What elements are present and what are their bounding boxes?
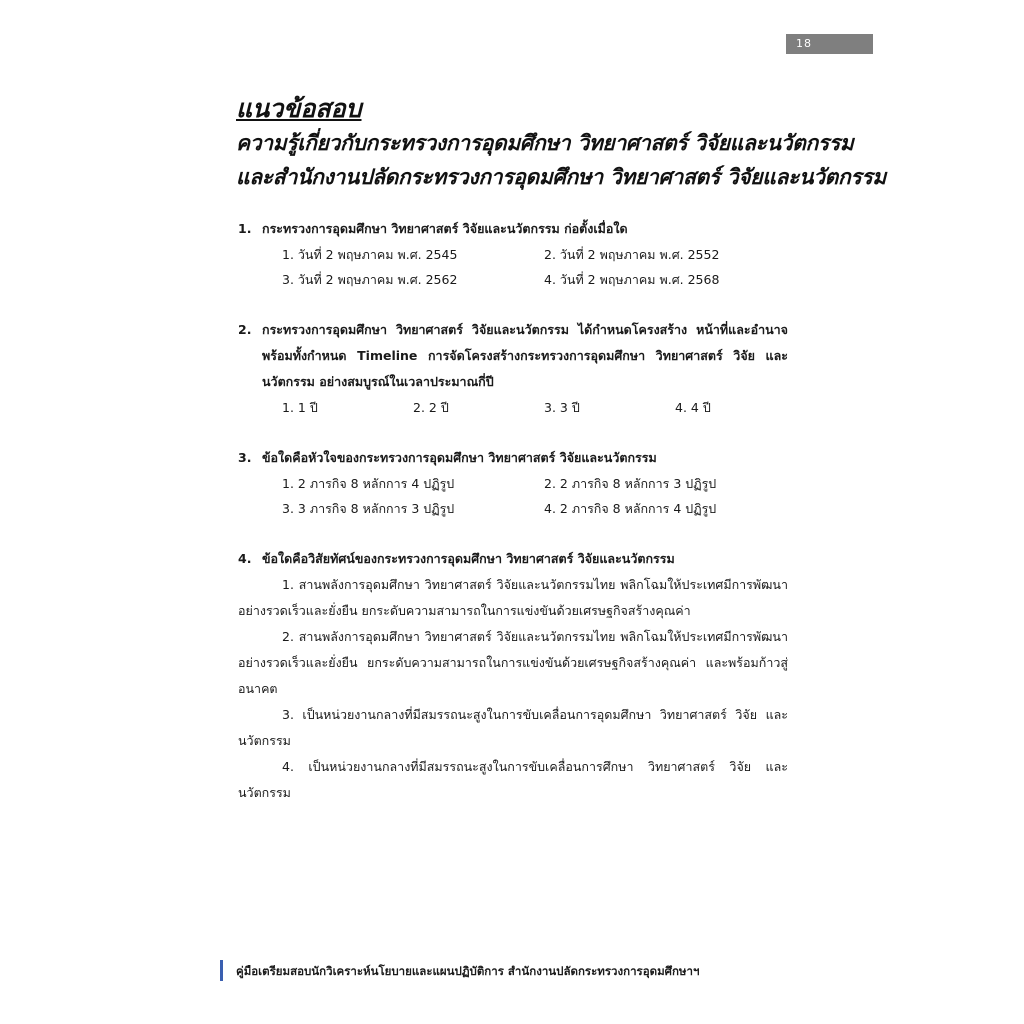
- question-text: กระทรวงการอุดมศึกษา วิทยาศาสตร์ วิจัยและนวัตกรรม ก่อตั้งเมื่อใด: [262, 221, 628, 236]
- options: [282, 471, 788, 521]
- heading-subtitle-2: และสำนักงานปลัดกระทรวงการอุดมศึกษา วิทยาศาสตร์ วิจัยและนวัตกรรม: [236, 164, 886, 189]
- heading-title: แนวข้อสอบ: [236, 94, 362, 123]
- option-3: 3. 3 ภารกิจ 8 หลักการ 3 ปฏิรูป: [282, 501, 455, 516]
- option-4: 4. วันที่ 2 พฤษภาคม พ.ศ. 2568: [544, 272, 720, 287]
- question-text: ข้อใดคือหัวใจของกระทรวงการอุดมศึกษา วิทยาศาสตร์ วิจัยและนวัตกรรม: [262, 450, 657, 465]
- question-number: 4.: [238, 551, 252, 566]
- option-1: 1. 2 ภารกิจ 8 หลักการ 4 ปฏิรูป: [282, 476, 455, 491]
- question-4: [238, 546, 788, 806]
- heading-subtitle-1: ความรู้เกี่ยวกับกระทรวงการอุดมศึกษา วิทยาศาสตร์ วิจัยและนวัตกรรม: [236, 130, 854, 155]
- options: [282, 395, 788, 420]
- question-2: [238, 317, 788, 420]
- question-number: 3.: [238, 450, 252, 465]
- option-2: 2. สานพลังการอุดมศึกษา วิทยาศาสตร์ วิจัยและนวัตกรรมไทย พลิกโฉมให้ประเทศมีการพัฒนาอย่างรวดเร็วและยั่งยืน ยกระดับความสามารถในการแข่งขันด้วยเศรษฐกิจสร้างคุณค่า และพร้อมก้าวสู่อนาคต: [238, 629, 788, 696]
- page-heading: [236, 92, 886, 194]
- option-1: 1. วันที่ 2 พฤษภาคม พ.ศ. 2545: [282, 247, 458, 262]
- question-number: 2.: [238, 322, 252, 337]
- page-footer: คู่มือเตรียมสอบนักวิเคราะห์นโยบายและแผนปฏิบัติการ สำนักงานปลัดกระทรวงการอุดมศึกษาฯ: [236, 964, 700, 978]
- option-4: 4. เป็นหน่วยงานกลางที่มีสมรรถนะสูงในการขับเคลื่อนการศึกษา วิทยาศาสตร์ วิจัย และนวัตกรรม: [238, 759, 788, 800]
- page-number: 18: [786, 34, 873, 54]
- option-3: 3. เป็นหน่วยงานกลางที่มีสมรรถนะสูงในการขับเคลื่อนการอุดมศึกษา วิทยาศาสตร์ วิจัย และนวัตกรรม: [238, 707, 788, 748]
- option-3: 3. 3 ปี: [544, 400, 580, 415]
- option-2: 2. 2 ภารกิจ 8 หลักการ 3 ปฏิรูป: [544, 476, 717, 491]
- options: [282, 242, 788, 292]
- question-text: กระทรวงการอุดมศึกษา วิทยาศาสตร์ วิจัยและนวัตกรรม ได้กำหนดโครงสร้าง หน้าที่และอำนาจ พร้อมทั้งกำหนด Timeline การจัดโครงสร้างกระทรวงการอุดมศึกษา วิทยาศาสตร์ วิจัย และนวัตกรรม อย่างสมบูรณ์ในเวลาประมาณกี่ปี: [262, 322, 788, 389]
- option-1: 1. 1 ปี: [282, 400, 318, 415]
- option-3: 3. วันที่ 2 พฤษภาคม พ.ศ. 2562: [282, 272, 458, 287]
- question-text: ข้อใดคือวิสัยทัศน์ของกระทรวงการอุดมศึกษา วิทยาศาสตร์ วิจัยและนวัตกรรม: [262, 551, 675, 566]
- footer-accent-bar: [220, 960, 223, 981]
- option-1: 1. สานพลังการอุดมศึกษา วิทยาศาสตร์ วิจัยและนวัตกรรมไทย พลิกโฉมให้ประเทศมีการพัฒนาอย่างรวดเร็วและยั่งยืน ยกระดับความสามารถในการแข่งขันด้วยเศรษฐกิจสร้างคุณค่า: [238, 577, 788, 618]
- question-number: 1.: [238, 221, 252, 236]
- option-2: 2. 2 ปี: [413, 400, 449, 415]
- option-4: 4. 4 ปี: [675, 400, 711, 415]
- question-3: [238, 445, 788, 521]
- question-1: [238, 216, 788, 292]
- option-2: 2. วันที่ 2 พฤษภาคม พ.ศ. 2552: [544, 247, 720, 262]
- option-4: 4. 2 ภารกิจ 8 หลักการ 4 ปฏิรูป: [544, 501, 717, 516]
